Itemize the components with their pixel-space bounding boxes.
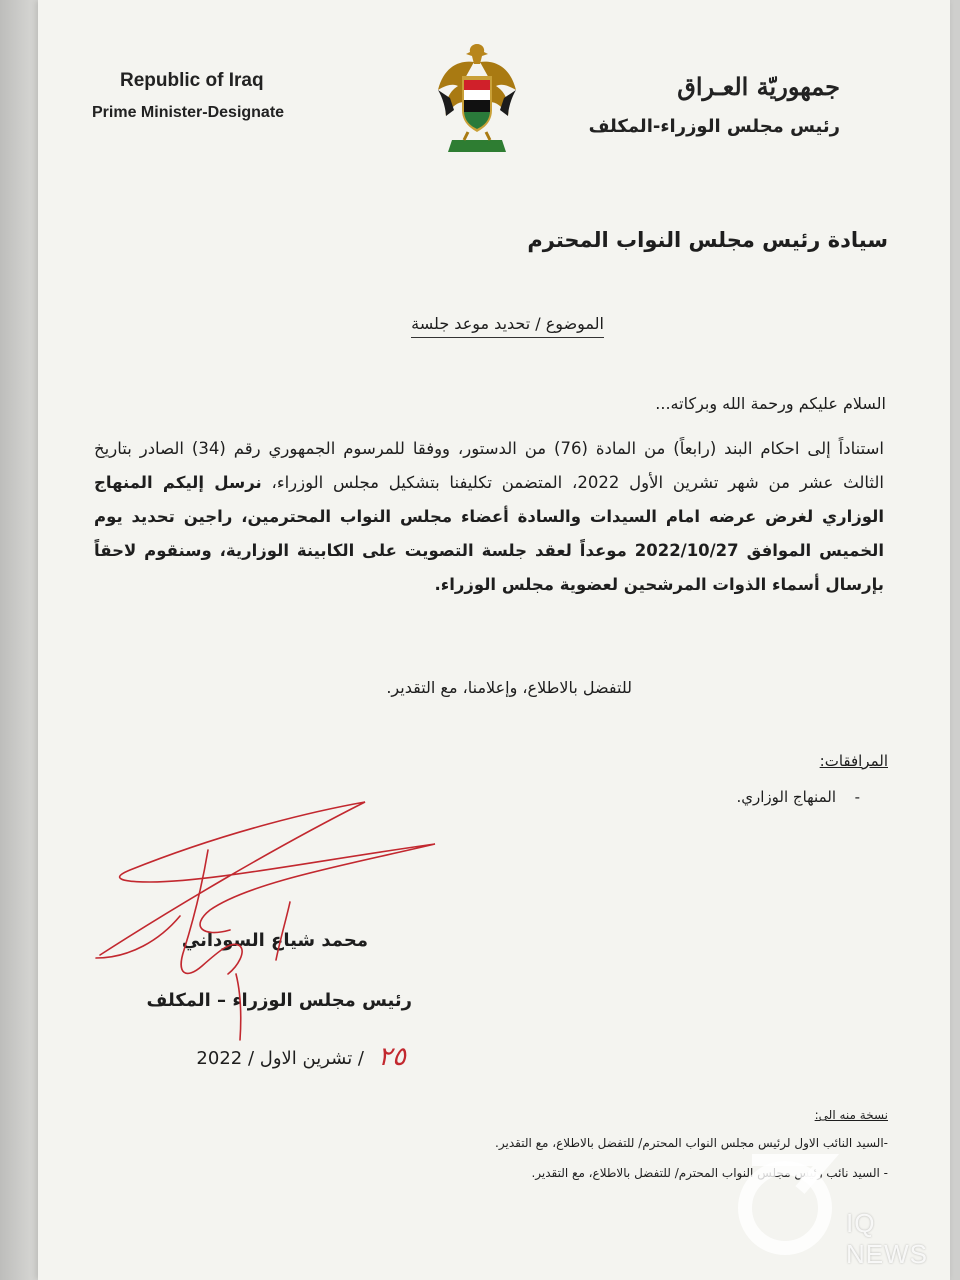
page-edge	[0, 0, 38, 1280]
letter-subject: الموضوع / تحديد موعد جلسة	[411, 314, 604, 338]
copy-recipient-1: -السيد النائب الاول لرئيس مجلس النواب المحترم/ للتفضل بالاطلاع، مع التقدير.	[495, 1136, 888, 1150]
iraq-eagle-emblem-icon	[434, 40, 520, 162]
handwritten-signature-icon	[90, 790, 450, 1050]
letter-body	[94, 432, 884, 602]
signatory-name: محمد شياع السوداني	[181, 930, 368, 951]
letter-greeting: السلام عليكم ورحمة الله وبركاته...	[655, 394, 886, 413]
signatory-title: رئيس مجلس الوزراء – المكلف	[146, 990, 412, 1011]
copies-title: نسخة منه الى:	[814, 1108, 888, 1122]
header-ar-office: رئيس مجلس الوزراء-المكلف	[588, 116, 840, 137]
letter-body-bold: نرسل إليكم المنهاج الوزاري لغرض عرضه امام السيدات والسادة أعضاء مجلس النواب المحترمين، راجين تحديد يوم الخميس الموافق 2022/10/27 موعداً لعقد جلسة التصويت على الكابينة الوزارية، وسنقوم لاحقاً بإرسال أسماء الذوات المرشحين لعضوية مجلس الوزراء.	[94, 473, 884, 594]
attachment-bullet: -	[854, 788, 860, 806]
letter-page	[38, 0, 950, 1280]
header-en-country: Republic of Iraq	[120, 70, 264, 91]
copy-recipient-2: - السيد نائب رئيس مجلس النواب المحترم/ للتفضل بالاطلاع، مع التقدير.	[531, 1166, 888, 1180]
iq-news-logo-icon	[730, 1150, 840, 1260]
letter-body-plain: استناداً إلى احكام البند (رابعاً) من المادة (76) من الدستور، ووفقا للمرسوم الجمهوري رقم (34) الصادر بتاريخ الثالث عشر من شهر تشرين الأول 2022، المتضمن تكليفنا بتشكيل مجلس الوزراء،	[94, 439, 884, 492]
attachment-item: المنهاج الوزاري.	[736, 788, 836, 806]
letter-closing: للتفضل بالاطلاع، وإعلامنا، مع التقدير.	[386, 678, 632, 697]
attachments-title: المرافقات:	[819, 752, 888, 770]
handwritten-day: ٢٥	[378, 1042, 406, 1072]
watermark-text: IQ NEWS	[846, 1208, 928, 1269]
letter-addressee: سيادة رئيس مجلس النواب المحترم	[527, 228, 888, 252]
letter-date: / تشرين الاول / 2022	[196, 1048, 364, 1069]
header-ar-country: جمهوريّة العـراق	[677, 72, 840, 101]
header-en-office: Prime Minister-Designate	[92, 104, 285, 121]
